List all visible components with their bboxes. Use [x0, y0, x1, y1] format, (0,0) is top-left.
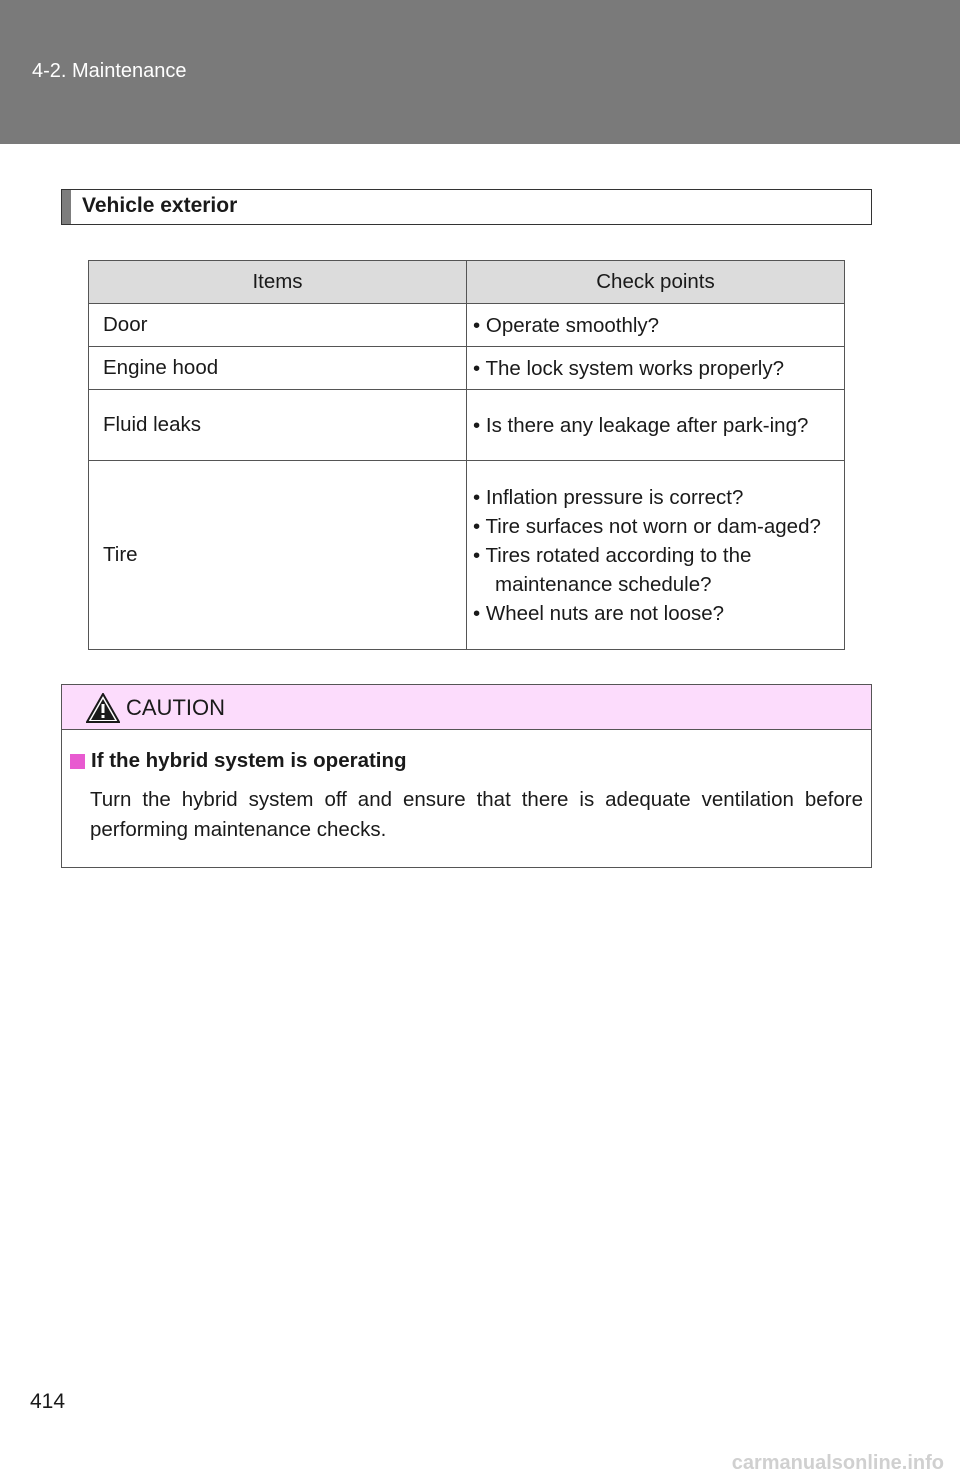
checkpoints-table [88, 260, 845, 650]
check-points-cell [467, 390, 845, 461]
page-number: 414 [30, 1390, 66, 1413]
caution-title: CAUTION [126, 695, 225, 720]
section-label: 4-2. Maintenance [32, 60, 187, 82]
item-cell: Tire [89, 461, 467, 650]
title-accent-bar [62, 190, 71, 224]
caution-header [62, 685, 871, 730]
caution-box [61, 684, 872, 868]
check-point: • Operate smoothly? [473, 313, 660, 337]
table-row [89, 304, 845, 347]
caution-body: Turn the hybrid system off and ensure that there is adequate ventilation before performing maintenance checks. [90, 788, 863, 841]
item-cell: Engine hood [89, 347, 467, 390]
section-title: Vehicle exterior [82, 194, 238, 217]
check-point: • The lock system works properly? [473, 356, 784, 380]
check-point: • Tire surfaces not worn or dam-aged? [473, 514, 821, 538]
column-header-check-points: Check points [467, 261, 845, 304]
section-title-bar [61, 189, 872, 225]
check-point: • Wheel nuts are not loose? [473, 601, 725, 625]
check-points-cell [467, 347, 845, 390]
item-cell: Fluid leaks [89, 390, 467, 461]
caution-subheading [70, 749, 407, 773]
header-band [0, 0, 960, 144]
check-point: • Tires rotated according to the maintenance schedule? [473, 543, 752, 596]
column-header-items: Items [89, 261, 467, 304]
check-point: • Inflation pressure is correct? [473, 485, 744, 509]
table-row [89, 461, 845, 650]
table-header-row [89, 261, 845, 304]
check-point: • Is there any leakage after park-ing? [473, 413, 809, 437]
table-row [89, 347, 845, 390]
caution-subheading-text: If the hybrid system is operating [91, 749, 407, 772]
warning-icon [86, 693, 120, 723]
check-points-cell [467, 304, 845, 347]
item-cell: Door [89, 304, 467, 347]
watermark: carmanualsonline.info [731, 1452, 944, 1474]
table-row [89, 390, 845, 461]
square-bullet-icon [70, 754, 85, 769]
check-points-cell [467, 461, 845, 650]
